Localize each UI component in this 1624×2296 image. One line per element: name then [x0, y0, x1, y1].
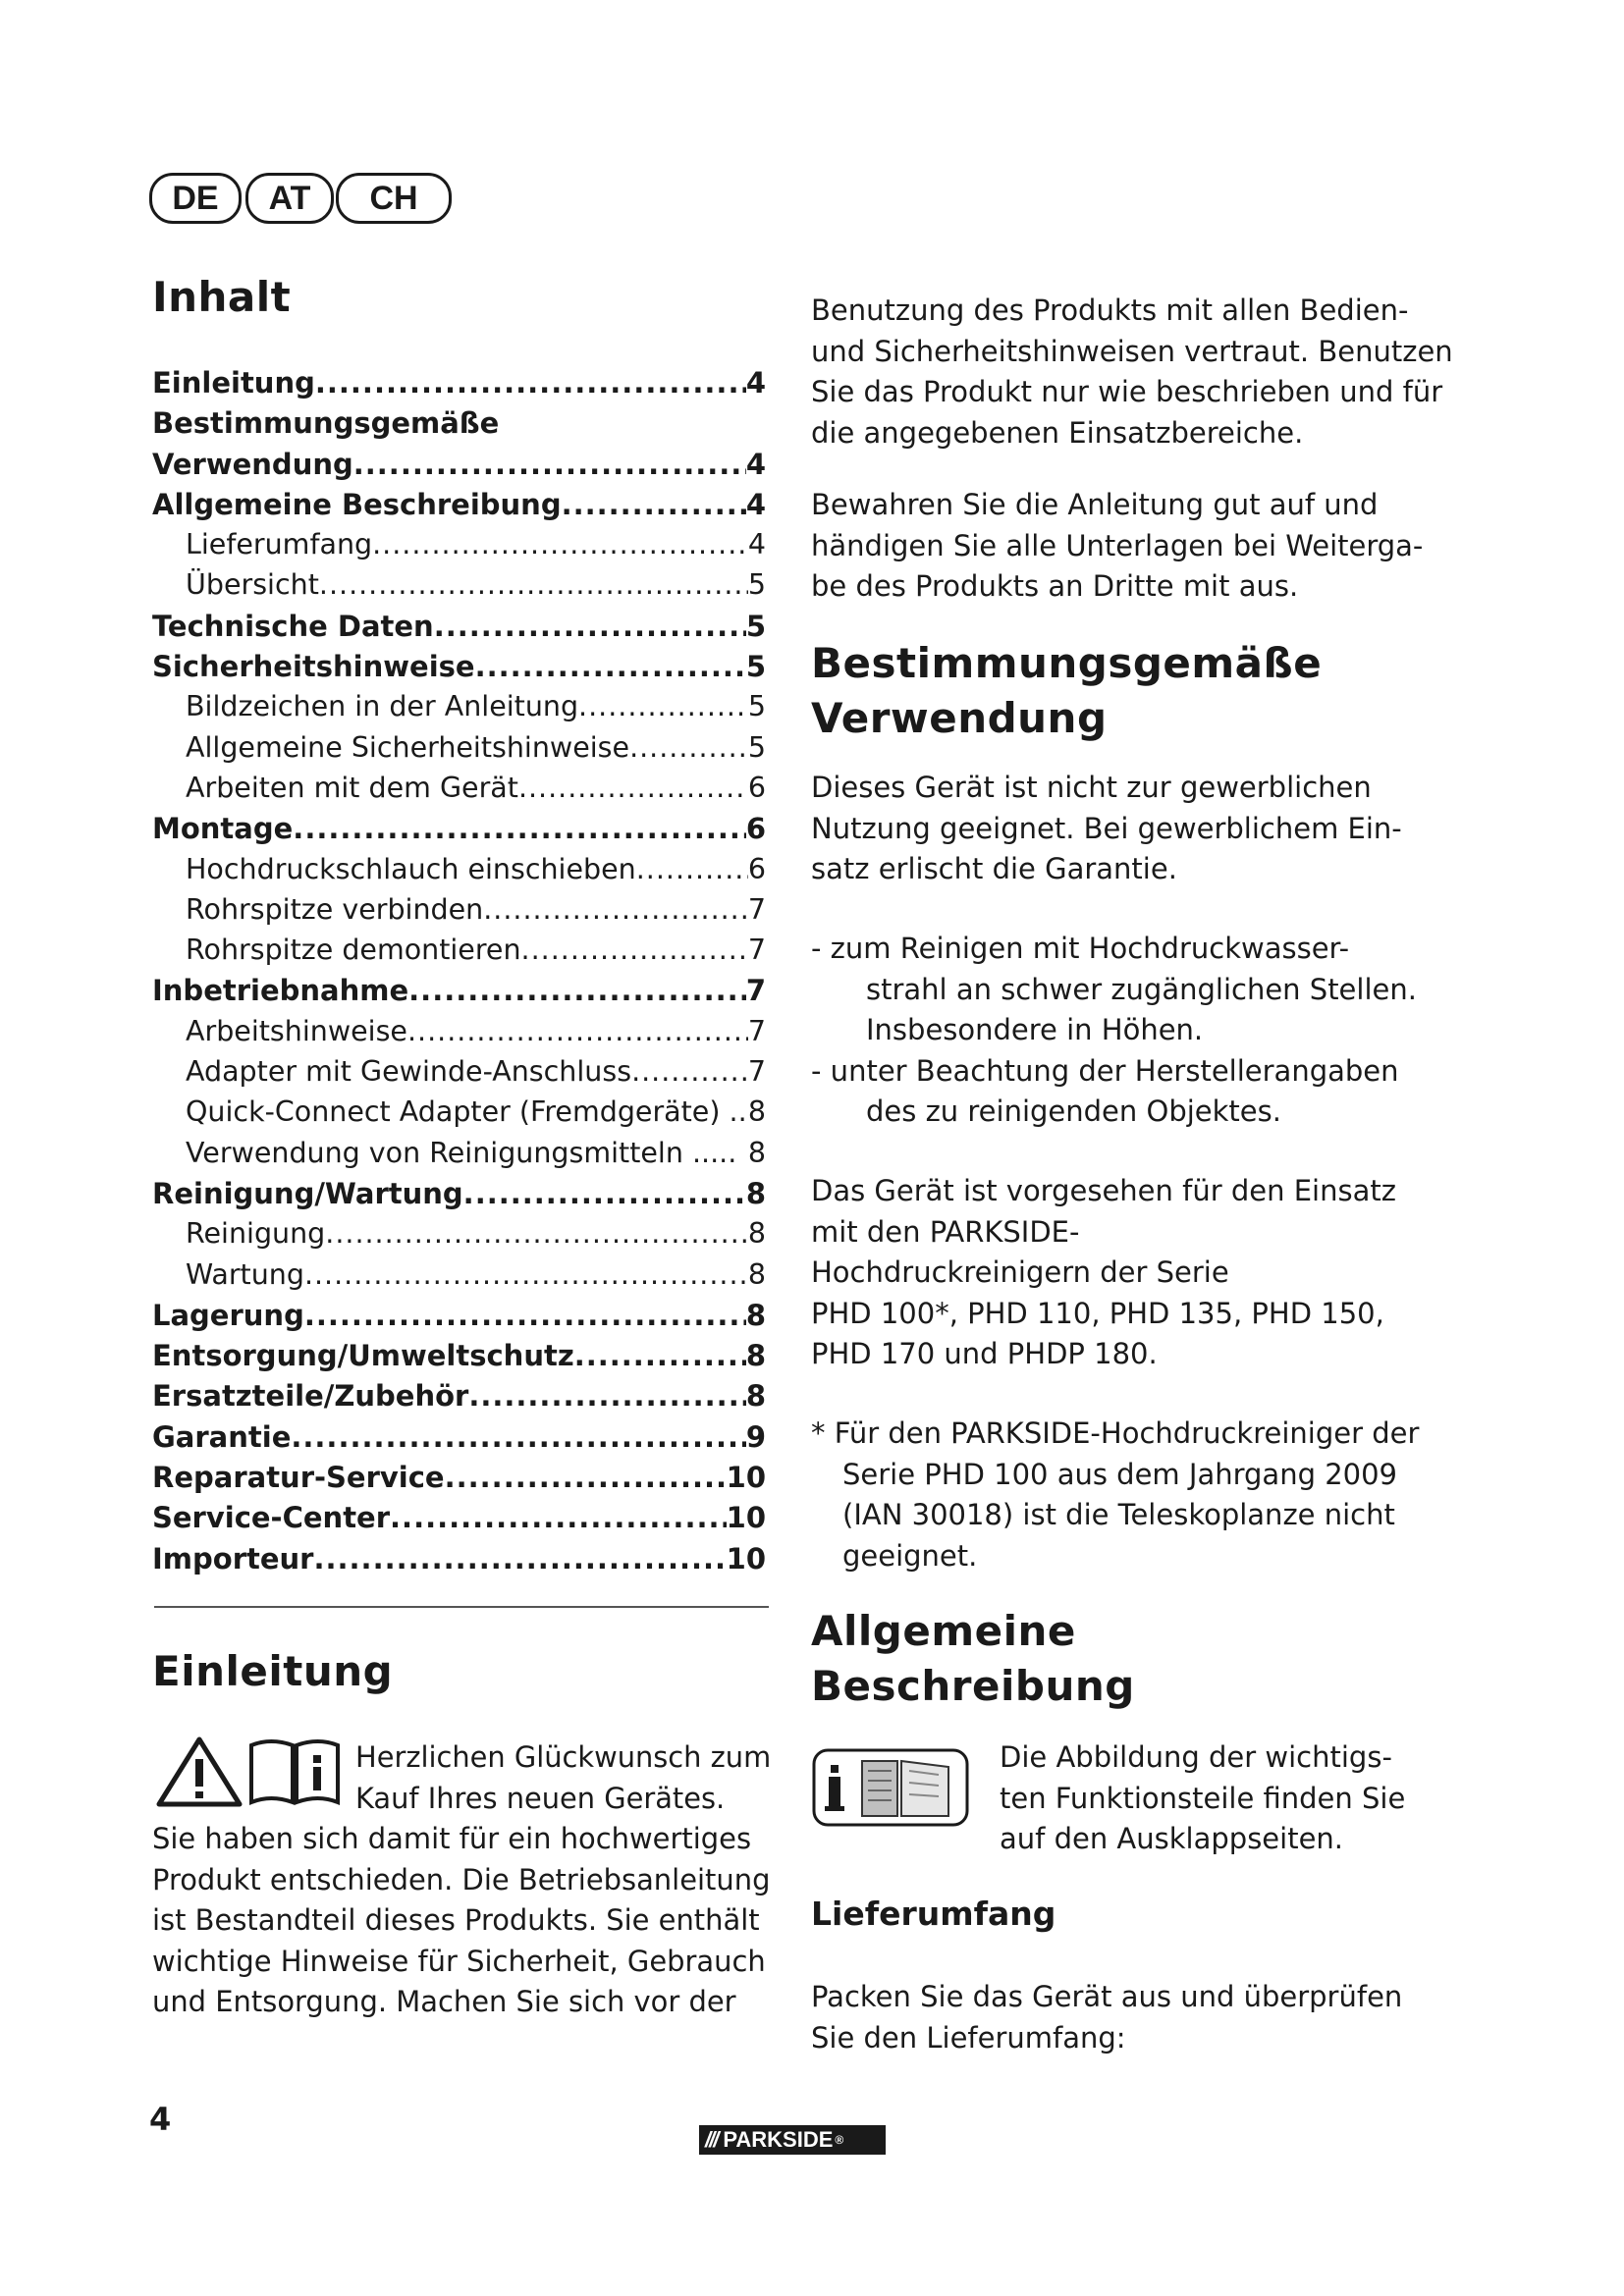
toc-entry-page: 4 — [747, 528, 766, 561]
toc-entry-label: Adapter mit Gewinde-Anschluss — [186, 1055, 632, 1089]
parkside-logo — [699, 2125, 886, 2155]
toc-entry-label: Bestimmungsgemäße — [152, 406, 500, 441]
toc-leader-dots — [313, 1542, 726, 1575]
toc-entry — [152, 1420, 766, 1461]
toc-entry — [152, 1177, 766, 1217]
foldout-text — [1000, 1737, 1405, 1860]
toc-entry-page: 7 — [747, 1014, 766, 1047]
para-serie — [811, 1171, 1396, 1375]
toc-entry-label: Bildzeichen in der Anleitung — [186, 690, 579, 723]
text-line: PHD 100*, PHD 110, PHD 135, PHD 150, — [811, 1296, 1384, 1330]
toc-entry — [152, 974, 766, 1014]
logo-text: PARKSIDE — [723, 2127, 834, 2152]
toc-entry-label: Verwendung von Reinigungsmitteln ..... — [186, 1136, 737, 1169]
toc-entry-page: 5 — [747, 690, 766, 723]
toc-entry — [152, 1542, 766, 1582]
toc-entry-page: 5 — [745, 650, 766, 684]
toc-entry — [152, 406, 766, 447]
toc-leader-dots — [475, 650, 746, 683]
para-bewahren — [811, 485, 1423, 608]
toc-leader-dots — [372, 528, 748, 561]
heading-line: Beschreibung — [811, 1662, 1135, 1710]
toc-leader-dots — [483, 893, 748, 926]
toc-entry — [152, 893, 766, 934]
list-item: - unter Beachtung der Herstellerangaben — [811, 1053, 1399, 1088]
toc-entry-page: 7 — [747, 892, 766, 926]
toc-entry — [152, 610, 766, 650]
toc-leader-dots — [319, 568, 748, 601]
toc-entry-label: Hochdruckschlauch einschieben — [186, 852, 636, 885]
toc-entry-page: 8 — [747, 1136, 766, 1169]
toc-entry-label: Lagerung — [152, 1298, 304, 1332]
einleitung-body — [152, 1819, 770, 2023]
toc-entry-page: 8 — [747, 1257, 766, 1291]
toc-entry-page: 10 — [726, 1501, 766, 1535]
toc-entry — [152, 650, 766, 690]
intro-line: Herzlichen Glückwunsch zum — [355, 1740, 772, 1774]
toc-entry — [152, 853, 766, 893]
toc-entry-page: 7 — [745, 974, 766, 1008]
para-gewerblich — [811, 768, 1402, 890]
toc-entry-label: Garantie — [152, 1419, 292, 1454]
text-line: Sie das Produkt nur wie beschrieben und für — [811, 375, 1443, 408]
text-line: mit den PARKSIDE- — [811, 1214, 1080, 1249]
page-number: 4 — [149, 2101, 172, 2138]
toc-entry-page: 7 — [747, 934, 766, 967]
text-line: Bewahren Sie die Anleitung gut auf und — [811, 488, 1379, 521]
intro-line: Kauf Ihres neuen Gerätes. — [355, 1781, 726, 1815]
toc-entry — [152, 528, 766, 568]
toc-leader-dots — [518, 772, 748, 804]
toc-entry — [152, 448, 766, 488]
toc-entry — [152, 1379, 766, 1419]
toc-leader-dots — [325, 1217, 748, 1250]
heading-line: Bestimmungsgemäße — [811, 639, 1323, 687]
toc-entry — [152, 772, 766, 812]
body-line: wichtige Hinweise für Sicherheit, Gebrauch — [152, 1944, 766, 1978]
toc-entry-label: Rohrspitze demontieren — [186, 934, 521, 967]
text-line: be des Produkts an Dritte mit aus. — [811, 569, 1299, 603]
footnote-line: (IAN 30018) ist die Teleskoplanze nicht — [842, 1498, 1395, 1531]
toc-entry — [152, 1501, 766, 1541]
heading-line: Verwendung — [811, 694, 1108, 742]
toc-entry-page: 10 — [726, 1461, 766, 1495]
toc-entry-label: Rohrspitze verbinden — [186, 892, 484, 926]
text-line: auf den Ausklappseiten. — [1000, 1822, 1344, 1855]
text-line: Hochdruckreinigern der Serie — [811, 1255, 1229, 1289]
toc-leader-dots — [291, 1420, 745, 1454]
toc-entry-label: Allgemeine Sicherheitshinweise — [186, 730, 630, 764]
toc-entry-page: 9 — [745, 1419, 766, 1454]
toc-title: Inhalt — [152, 273, 292, 321]
toc-entry-page: 8 — [745, 1298, 766, 1332]
toc-entry-label: Wartung — [186, 1257, 304, 1291]
toc-leader-dots — [390, 1501, 727, 1534]
toc-entry — [152, 1095, 766, 1136]
toc-leader-dots — [578, 690, 748, 722]
table-of-contents — [152, 366, 766, 1582]
toc-entry-page: 4 — [745, 447, 766, 481]
toc-entry — [152, 1137, 766, 1177]
toc-entry-label: Inbetriebnahme — [152, 974, 409, 1008]
toc-leader-dots — [353, 448, 746, 481]
body-line: ist Bestandteil dieses Produkts. Sie enthält — [152, 1903, 760, 1937]
toc-entry-label: Reinigung/Wartung — [152, 1176, 463, 1210]
toc-entry-label: Ersatzteile/Zubehör — [152, 1379, 469, 1414]
toc-entry-label: Arbeiten mit dem Gerät — [186, 771, 518, 804]
divider — [154, 1606, 769, 1608]
text-line: und Sicherheitshinweisen vertraut. Benutzen — [811, 334, 1453, 368]
toc-entry-page: 6 — [747, 852, 766, 885]
toc-entry-label: Allgemeine Beschreibung — [152, 487, 562, 521]
toc-entry-page: 10 — [726, 1541, 766, 1575]
toc-entry — [152, 1299, 766, 1339]
info-book-icon — [245, 1735, 344, 1806]
para-benutzung — [811, 291, 1453, 454]
toc-entry — [152, 1217, 766, 1257]
toc-leader-dots — [315, 366, 746, 400]
text-line: Benutzung des Produkts mit allen Bedien- — [811, 294, 1409, 327]
toc-entry — [152, 1015, 766, 1055]
toc-entry — [152, 934, 766, 974]
toc-entry-label: Service-Center — [152, 1501, 391, 1535]
toc-leader-dots — [631, 1055, 748, 1088]
einleitung-heading: Einleitung — [152, 1647, 394, 1695]
toc-entry-label: Verwendung — [152, 447, 353, 481]
toc-leader-dots — [463, 1177, 746, 1210]
bestimmung-heading — [811, 636, 1322, 746]
text-line: Dieses Gerät ist nicht zur gewerblichen — [811, 771, 1372, 804]
toc-entry — [152, 366, 766, 406]
body-line: Sie haben sich damit für ein hochwertiges — [152, 1822, 752, 1855]
toc-entry-label: Einleitung — [152, 366, 315, 400]
text-line: Nutzung geeignet. Bei gewerblichem Ein- — [811, 811, 1402, 845]
toc-entry-label: Reinigung — [186, 1217, 326, 1251]
text-line: Sie den Lieferumfang: — [811, 2020, 1126, 2055]
einleitung-intro — [355, 1737, 771, 1819]
toc-entry-label: Sicherheitshinweise — [152, 650, 475, 684]
list-item: - zum Reinigen mit Hochdruckwasser- — [811, 932, 1350, 965]
text-line: Die Abbildung der wichtigs- — [1000, 1740, 1392, 1774]
toc-entry-label: Quick-Connect Adapter (Fremdgeräte) .. — [186, 1095, 747, 1129]
toc-entry — [152, 812, 766, 852]
heading-line: Allgemeine — [811, 1607, 1076, 1655]
toc-leader-dots — [562, 488, 746, 521]
badge-at: AT — [245, 173, 334, 224]
toc-leader-dots — [636, 853, 748, 885]
toc-entry — [152, 488, 766, 528]
toc-entry-page: 8 — [747, 1217, 766, 1251]
toc-entry — [152, 568, 766, 609]
toc-leader-dots — [521, 934, 748, 966]
text-line: ten Funktionsteile finden Sie — [1000, 1781, 1406, 1815]
toc-leader-dots — [468, 1379, 745, 1413]
toc-leader-dots — [574, 1339, 746, 1372]
toc-entry-page: 5 — [747, 568, 766, 602]
lieferumfang-heading: Lieferumfang — [811, 1895, 1056, 1933]
badge-ch: CH — [336, 173, 452, 224]
footnote-line: * Für den PARKSIDE-Hochdruckreiniger der — [811, 1416, 1420, 1450]
toc-leader-dots — [293, 812, 746, 845]
toc-leader-dots — [629, 731, 748, 764]
toc-entry-page: 4 — [745, 366, 766, 400]
toc-entry-page: 4 — [745, 487, 766, 521]
footnote-line: geeignet. — [842, 1538, 978, 1573]
toc-entry-label: Montage — [152, 812, 294, 846]
toc-entry-page: 5 — [747, 730, 766, 764]
toc-entry — [152, 731, 766, 772]
country-badges — [149, 169, 454, 226]
para-lieferumfang — [811, 1977, 1402, 2058]
text-line: händigen Sie alle Unterlagen bei Weiterga- — [811, 528, 1424, 562]
toc-entry — [152, 1461, 766, 1501]
toc-leader-dots — [304, 1299, 746, 1332]
body-line: Produkt entschieden. Die Betriebsanleitung — [152, 1862, 771, 1896]
toc-leader-dots — [445, 1461, 727, 1494]
toc-entry-page: 7 — [747, 1055, 766, 1089]
toc-entry-page: 8 — [747, 1095, 766, 1129]
body-line: und Entsorgung. Machen Sie sich vor der — [152, 1985, 736, 2018]
toc-leader-dots — [408, 974, 746, 1007]
text-line: die angegebenen Einsatzbereiche. — [811, 415, 1304, 450]
toc-entry-label: Übersicht — [186, 568, 319, 602]
toc-entry-page: 6 — [747, 771, 766, 804]
list-item-cont: strahl an schwer zugänglichen Stellen. — [866, 972, 1417, 1006]
toc-entry — [152, 1055, 766, 1095]
toc-entry-label: Entsorgung/Umweltschutz — [152, 1339, 574, 1373]
toc-entry-label: Technische Daten — [152, 609, 434, 643]
toc-leader-dots — [434, 610, 746, 643]
toc-entry-label: Arbeitshinweise — [186, 1014, 407, 1047]
list-item-cont: des zu reinigenden Objektes. — [866, 1095, 1281, 1128]
footnote-line: Serie PHD 100 aus dem Jahrgang 2009 — [842, 1457, 1398, 1491]
toc-entry-page: 8 — [745, 1339, 766, 1373]
list-item-cont: Insbesondere in Höhen. — [866, 1013, 1204, 1046]
toc-entry — [152, 690, 766, 730]
toc-leader-dots — [304, 1258, 748, 1291]
badge-de: DE — [149, 173, 242, 224]
toc-entry — [152, 1339, 766, 1379]
toc-entry-label: Reparatur-Service — [152, 1461, 445, 1495]
foldout-info-icon — [811, 1747, 970, 1828]
toc-entry-page: 5 — [745, 609, 766, 643]
footnote — [811, 1414, 1419, 1576]
logo-mark: ® — [835, 2133, 844, 2147]
text-line: Das Gerät ist vorgesehen für den Einsatz — [811, 1174, 1396, 1207]
toc-entry — [152, 1258, 766, 1299]
toc-entry-page: 8 — [745, 1176, 766, 1210]
toc-entry-page: 8 — [745, 1379, 766, 1414]
toc-leader-dots — [407, 1015, 748, 1047]
text-line: Packen Sie das Gerät aus und überprüfen — [811, 1980, 1403, 2013]
text-line: satz erlischt die Garantie. — [811, 852, 1177, 885]
warning-icon — [155, 1735, 244, 1808]
logo-slashes: /// — [705, 2127, 718, 2152]
allgemein-heading — [811, 1604, 1135, 1714]
text-line: PHD 170 und PHDP 180. — [811, 1337, 1158, 1370]
toc-entry-page: 6 — [745, 812, 766, 846]
toc-entry-label: Importeur — [152, 1541, 314, 1575]
usage-list — [811, 929, 1417, 1133]
toc-entry-label: Lieferumfang — [186, 528, 373, 561]
